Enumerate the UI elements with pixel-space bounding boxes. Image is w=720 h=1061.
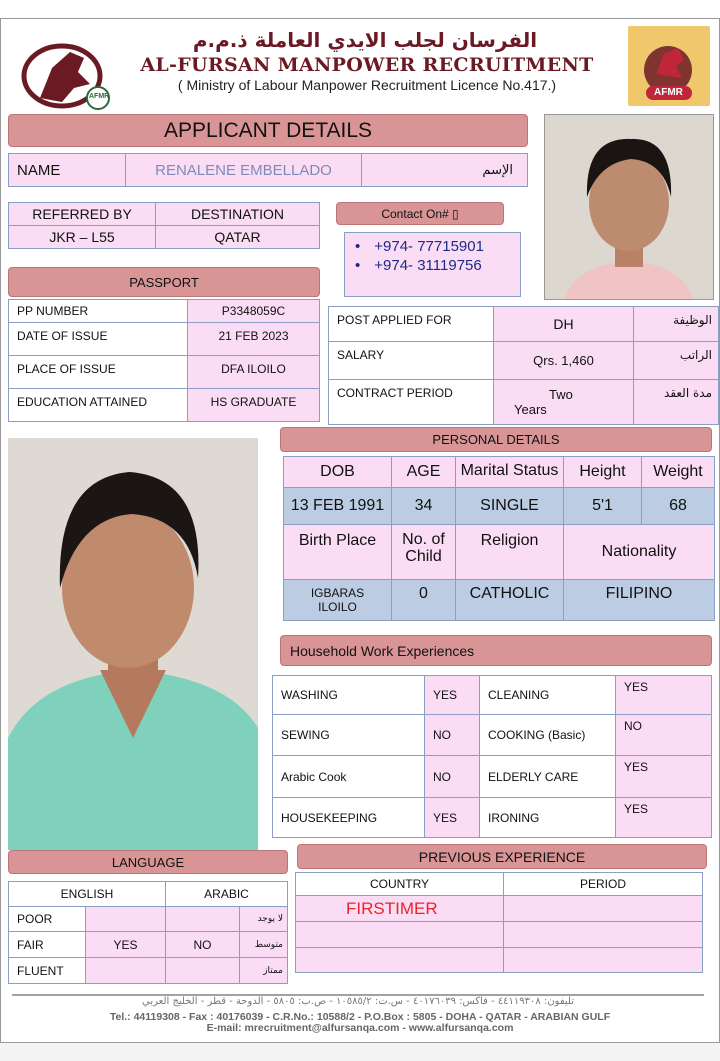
pp-number-value: P3348059C bbox=[187, 299, 320, 323]
name-label: NAME bbox=[8, 153, 126, 187]
previous-col-period: PERIOD bbox=[503, 872, 703, 896]
language-english-value: YES bbox=[85, 931, 166, 958]
skill-label: Arabic Cook bbox=[272, 755, 425, 798]
language-level-label: POOR bbox=[8, 906, 86, 932]
place-of-issue-label: PLACE OF ISSUE bbox=[8, 355, 188, 389]
referred-by-label: REFERRED BY bbox=[8, 202, 156, 226]
contract-period-arabic: مدة العقد bbox=[633, 379, 719, 425]
salary-arabic: الراتب bbox=[633, 341, 719, 380]
height-value: 5'1 bbox=[563, 487, 642, 525]
skill-value: YES bbox=[615, 755, 712, 798]
language-col-arabic: ARABIC bbox=[165, 881, 288, 907]
language-english-value bbox=[85, 957, 166, 984]
previous-period-value bbox=[503, 947, 703, 973]
contract-period-label: CONTRACT PERIOD bbox=[328, 379, 494, 425]
children-value: 0 bbox=[391, 579, 456, 621]
language-arabic-label: متوسط bbox=[239, 931, 288, 958]
education-label: EDUCATION ATTAINED bbox=[8, 388, 188, 422]
contact-list bbox=[344, 232, 521, 297]
skill-value: YES bbox=[424, 797, 480, 838]
skill-label: HOUSEKEEPING bbox=[272, 797, 425, 838]
language-arabic-value bbox=[165, 906, 240, 932]
language-arabic-label: ممتاز bbox=[239, 957, 288, 984]
salary-value: Qrs. 1,460 bbox=[493, 341, 634, 380]
weight-value: 68 bbox=[641, 487, 715, 525]
previous-country-value: FIRSTIMER bbox=[295, 895, 504, 922]
previous-period-value bbox=[503, 895, 703, 922]
post-applied-label: POST APPLIED FOR bbox=[328, 306, 494, 342]
applicant-photo-large bbox=[8, 438, 258, 850]
left-logo bbox=[18, 28, 118, 110]
footer-arabic-line: تليفون: ٤٤١١٩٣٠٨ - فاكس: ٤٠١٧٦٠٣٩ - س.ت: ١٠٥٨٥/٢ - ص.ب: ٥٨٠٥ - الدوحة - قطر - الخليج العربي bbox=[141, 996, 575, 1007]
personal-details-title: PERSONAL DETAILS bbox=[280, 427, 712, 452]
pp-number-label: PP NUMBER bbox=[8, 299, 188, 323]
skill-label: IRONING bbox=[479, 797, 616, 838]
language-col-english: ENGLISH bbox=[8, 881, 166, 907]
name-arabic: الإسم bbox=[361, 153, 528, 187]
language-arabic-value: NO bbox=[165, 931, 240, 958]
previous-country-value bbox=[295, 921, 504, 948]
skill-label: ELDERLY CARE bbox=[479, 755, 616, 798]
dob-value: 13 FEB 1991 bbox=[283, 487, 392, 525]
salary-label: SALARY bbox=[328, 341, 494, 380]
language-english-value bbox=[85, 906, 166, 932]
religion-header: Religion bbox=[455, 524, 564, 580]
footer-contact-line: Tel.: 44119308 - Fax : 40176039 - C.R.No.: 10588/2 - P.O.Box : 5805 - DOHA - QATAR - ARABIAN GULF bbox=[109, 1011, 611, 1023]
footer-email-line: E-mail: mrecruitment@alfursanqa.com - www.alfursanqa.com bbox=[206, 1022, 514, 1034]
post-applied-arabic: الوظيفة bbox=[633, 306, 719, 342]
left-logo-badge: AFMR bbox=[89, 93, 110, 100]
date-of-issue-label: DATE OF ISSUE bbox=[8, 322, 188, 356]
language-title: LANGUAGE bbox=[8, 850, 288, 874]
place-of-issue-value: DFA ILOILO bbox=[187, 355, 320, 389]
contact-item: • +974- 31119756 bbox=[355, 257, 482, 274]
contact-label: Contact On# ▯ bbox=[336, 202, 504, 225]
bottom-strip bbox=[0, 1043, 720, 1061]
destination-label: DESTINATION bbox=[155, 202, 320, 226]
passport-title: PASSPORT bbox=[8, 267, 320, 297]
household-title: Household Work Experiences bbox=[280, 635, 712, 666]
dob-header: DOB bbox=[283, 456, 392, 488]
previous-experience-title: PREVIOUS EXPERIENCE bbox=[297, 844, 707, 869]
licence-line: ( Ministry of Labour Manpower Recruitment Licence No.417.) bbox=[177, 77, 557, 93]
previous-col-country: COUNTRY bbox=[295, 872, 504, 896]
language-arabic-label: لا يوجد bbox=[239, 906, 288, 932]
post-applied-value: DH bbox=[493, 306, 634, 342]
skill-value: YES bbox=[424, 675, 480, 715]
skill-value: NO bbox=[615, 714, 712, 756]
referred-by-value: JKR – L55 bbox=[8, 225, 156, 249]
religion-value: CATHOLIC bbox=[455, 579, 564, 621]
birth-place-value: IGBARAS ILOILO bbox=[283, 579, 392, 621]
skill-label: WASHING bbox=[272, 675, 425, 715]
nationality-value: FILIPINO bbox=[563, 579, 715, 621]
age-header: AGE bbox=[391, 456, 456, 488]
contract-period-value: Two Years bbox=[493, 379, 634, 425]
company-name: AL-FURSAN MANPOWER RECRUITMENT bbox=[140, 54, 594, 76]
height-header: Height bbox=[563, 456, 642, 488]
birth-place-header: Birth Place bbox=[283, 524, 392, 580]
marital-value: SINGLE bbox=[455, 487, 564, 525]
skill-label: SEWING bbox=[272, 714, 425, 756]
language-arabic-value bbox=[165, 957, 240, 984]
right-logo-badge: AFMR bbox=[654, 87, 683, 98]
language-level-label: FAIR bbox=[8, 931, 86, 958]
age-value: 34 bbox=[391, 487, 456, 525]
date-of-issue-value: 21 FEB 2023 bbox=[187, 322, 320, 356]
company-arabic-name: الفرسان لجلب الايدي العاملة ذ.م.م bbox=[192, 28, 538, 52]
previous-period-value bbox=[503, 921, 703, 948]
marital-header: Marital Status bbox=[455, 456, 564, 488]
skill-value: NO bbox=[424, 755, 480, 798]
children-header: No. of Child bbox=[391, 524, 456, 580]
right-logo bbox=[628, 26, 710, 106]
contact-item: • +974- 77715901 bbox=[355, 238, 484, 255]
previous-country-value bbox=[295, 947, 504, 973]
education-value: HS GRADUATE bbox=[187, 388, 320, 422]
name-value: RENALENE EMBELLADO bbox=[125, 153, 362, 187]
skill-value: NO bbox=[424, 714, 480, 756]
skill-label: CLEANING bbox=[479, 675, 616, 715]
destination-value: QATAR bbox=[155, 225, 320, 249]
nationality-header: Nationality bbox=[563, 524, 715, 580]
skill-value: YES bbox=[615, 797, 712, 838]
applicant-details-title: APPLICANT DETAILS bbox=[8, 114, 528, 147]
applicant-photo-small bbox=[544, 114, 714, 300]
skill-value: YES bbox=[615, 675, 712, 715]
skill-label: COOKING (Basic) bbox=[479, 714, 616, 756]
weight-header: Weight bbox=[641, 456, 715, 488]
language-level-label: FLUENT bbox=[8, 957, 86, 984]
